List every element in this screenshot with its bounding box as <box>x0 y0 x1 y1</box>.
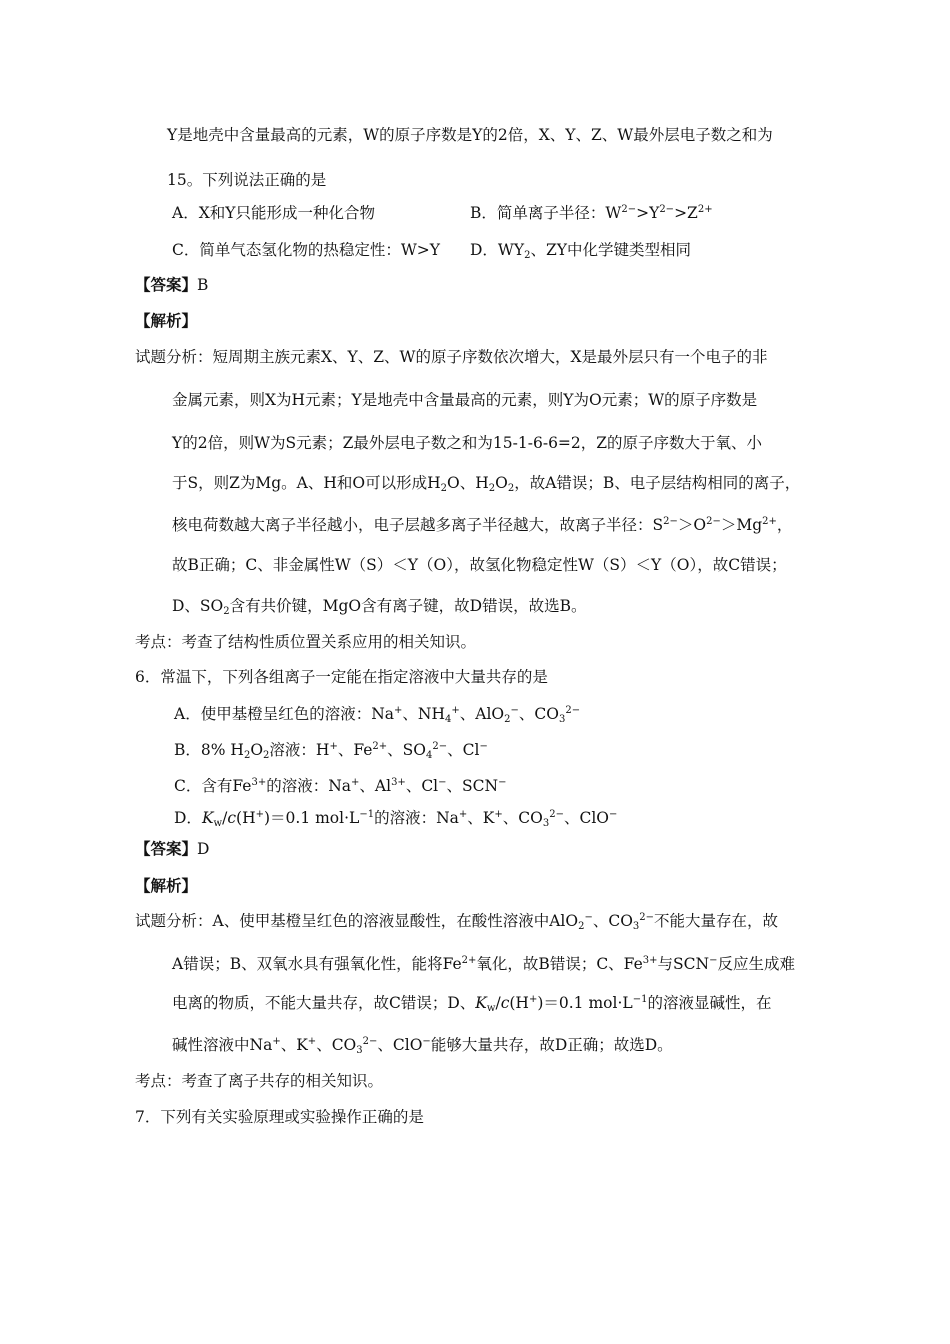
q6-kaodian: 考点：考查了离子共存的相关知识。 <box>135 1072 384 1090</box>
q5-analysis-line-2: 金属元素，则X为H元素；Y是地壳中含量最高的元素，则Y为O元素；W的原子序数是 <box>172 391 758 409</box>
q5-option-c: C．简单气态氢化物的热稳定性：W>Y <box>172 241 441 259</box>
q5-answer: 【答案】B <box>135 275 209 294</box>
q6-option-b: B．8% $H_2O_2$溶液：H+、$Fe^{2+}$、$SO_4^{2-}$、Cl− <box>174 741 488 761</box>
q5-analysis-line-3: Y的2倍，则W为S元素；Z最外层电子数之和为15-1-6-6=2，Z的原子序数大于氧、小 <box>172 434 763 452</box>
q5-option-d: D．$WY_2$、ZY中化学键类型相同 <box>470 241 691 261</box>
q6-analysis-line-1: 试题分析：A、使甲基橙呈红色的溶液显酸性，在酸性溶液中AlO$_2$−、$CO_3^{2-}$不能大量存在，故 <box>135 912 779 932</box>
q5-option-b: B．简单离子半径：$W^{2-}>Y^{2-}>Z^{2+}$ <box>470 204 713 222</box>
q6-answer: 【答案】D <box>135 839 210 858</box>
q5-analysis-label: 【解析】 <box>135 311 198 330</box>
q5-analysis-line-4: 于S，则Z为Mg。A、H和O可以形成$H_2O$、$H_2O_2$，故A错误；B、电子层结构相同的离子， <box>172 474 801 494</box>
q5-analysis-line-1: 试题分析：短周期主族元素X、Y、Z、W的原子序数依次增大，X是最外层只有一个电子的非 <box>135 348 768 366</box>
q6-analysis-line-2: A错误；B、双氧水具有强氧化性，能将$Fe^{2+}$氧化，故B错误；C、$Fe^{3+}$与SCN−反应生成难 <box>172 955 795 973</box>
q5-analysis-line-7: D、$SO_2$含有共价键，MgO含有离子键，故D错误，故选B。 <box>172 597 587 617</box>
q5-stem-line-1: Y是地壳中含量最高的元素，W的原子序数是Y的2倍，X、Y、Z、W最外层电子数之和为 <box>167 126 773 144</box>
q6-stem: 6．常温下，下列各组离子一定能在指定溶液中大量共存的是 <box>135 668 548 686</box>
q6-option-a: A．使甲基橙呈红色的溶液：Na+、$NH_4^+$、AlO$_2$−、$CO_3^{2-}$ <box>174 705 581 725</box>
q6-option-c: C．含有$Fe^{3+}$的溶液：Na+、$Al^{3+}$、Cl−、SCN− <box>174 777 507 795</box>
q5-option-a: A．X和Y只能形成一种化合物 <box>172 204 375 222</box>
q5-stem-line-2: 15。下列说法正确的是 <box>167 171 327 189</box>
q5-kaodian: 考点：考查了结构性质位置关系应用的相关知识。 <box>135 633 477 651</box>
q6-analysis-line-3: 电离的物质，不能大量共存，故C错误；D、$K_w/c(H^+)=0.1$ $mol\cdot L^{-1}$的溶液显碱性，在 <box>172 994 772 1014</box>
q6-analysis-label: 【解析】 <box>135 876 198 895</box>
q6-analysis-line-4: 碱性溶液中Na+、K+、$CO_3^{2-}$、ClO−能够大量共存，故D正确；故选D。 <box>172 1036 673 1056</box>
q7-stem: 7．下列有关实验原理或实验操作正确的是 <box>135 1108 424 1126</box>
q6-option-d: D．$K_w/c(H^+)=0.1$ $mol\cdot L^{-1}$的溶液：Na+、K+、$CO_3^{2-}$、ClO− <box>174 809 618 829</box>
q5-analysis-line-5: 核电荷数越大离子半径越小，电子层越多离子半径越大，故离子半径：$S^{2-}>O^{2-}>Mg^{2+}$， <box>172 516 793 534</box>
q5-analysis-line-6: 故B正确；C、非金属性W（S）＜Y（O），故氢化物稳定性W（S）＜Y（O），故C错误； <box>172 556 787 574</box>
